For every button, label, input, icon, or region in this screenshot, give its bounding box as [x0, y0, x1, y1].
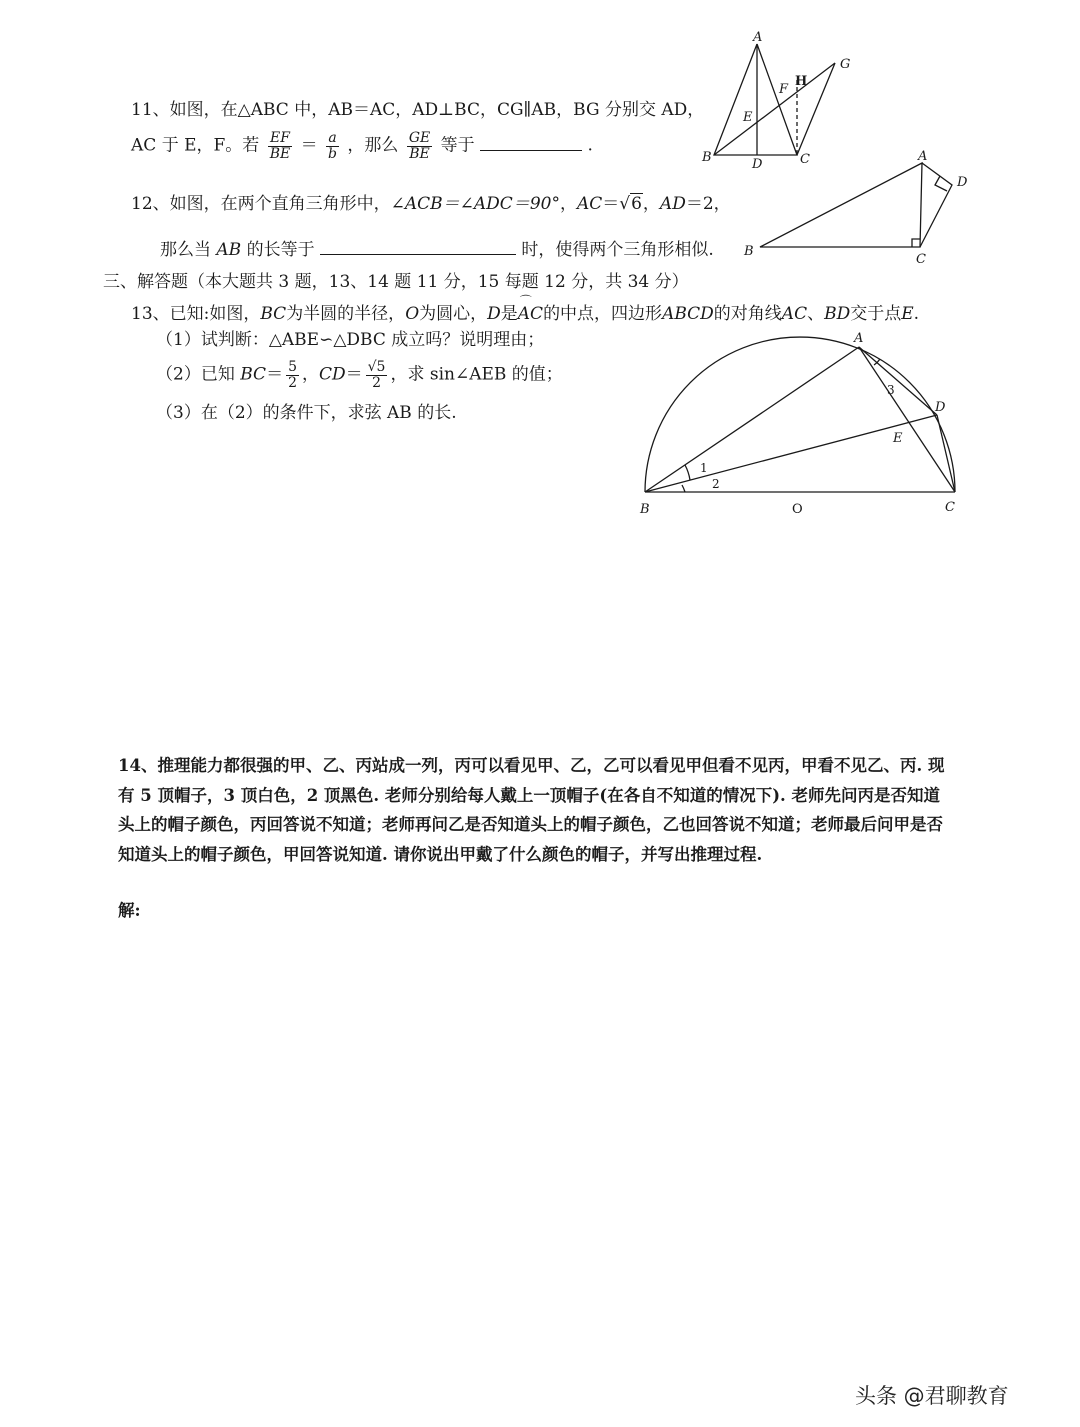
q12-line1: 12、如图，在两个直角三角形中，∠ACB＝∠ADC＝90°，AC＝√6，AD＝2， [131, 194, 731, 214]
q12-line2: 那么当 AB 的长等于 时，使得两个三角形相似. [160, 240, 714, 260]
fraction-ef-be: $\frac{EF}{BE}$ [269, 130, 291, 162]
label-angle1: 1 [700, 461, 708, 475]
q14-answer-label: 解: [118, 901, 141, 920]
figure-q12-right-triangles [740, 145, 975, 270]
arc-ac: ⌒ AC [518, 304, 543, 324]
label-B: B [640, 502, 650, 517]
q13-part2: （2）已知 BC＝ $\frac{5}{2}$ ，CD＝ $\frac{√5}{2}$ ，求 sin∠AEB 的值； [156, 359, 563, 391]
label-G: G [840, 57, 851, 72]
label-A: A [854, 331, 864, 346]
label-B: B [744, 244, 754, 259]
label-F: F [779, 82, 789, 97]
label-B: B [702, 150, 712, 165]
label-A: A [918, 149, 928, 164]
label-D: D [957, 175, 968, 190]
q11-line2: AC 于 E，F。若 $\frac{EF}{BE}$ ＝ $\frac{a}{b}$ ，那么 $\frac{GE}{BE}$ 等于 . [131, 130, 593, 162]
answer-blank-q11[interactable] [480, 149, 582, 151]
label-C: C [800, 152, 810, 167]
q11-line1: 11、如图，在△ABC 中，AB＝AC，AD⊥BC，CG∥AB，BG 分别交 AD， [131, 100, 705, 120]
label-D: D [935, 400, 946, 415]
fraction-5-2: $\frac{5}{2}$ [288, 359, 297, 391]
answer-blank-q12[interactable] [320, 253, 516, 255]
fraction-a-b: $\frac{a}{b}$ [328, 130, 337, 162]
label-A: A [753, 30, 763, 45]
label-D: D [752, 157, 763, 172]
section-title: 三、解答题（本大题共 3 题，13、14 题 11 分，15 每题 12 分，共 34 分） [103, 272, 689, 292]
label-angle2: 2 [712, 477, 720, 491]
watermark: 头条 @君聊教育 [855, 1384, 1009, 1408]
q13-part1: （1）试判断：△ABE∽△DBC 成立吗？说明理由； [156, 330, 545, 350]
label-angle3: 3 [887, 383, 895, 397]
q13-line1: 13、已知:如图，BC为半圆的半径，O为圆心，D是⌒ AC的中点，四边形ABCD的对角线AC、BD交于点E. [131, 304, 919, 324]
fraction-sqrt5-2: $\frac{√5}{2}$ [367, 359, 386, 391]
label-O: O [792, 502, 803, 517]
label-H: H [795, 74, 808, 89]
q14-text: 14、推理能力都很强的甲、乙、丙站成一列，丙可以看见甲、乙，乙可以看见甲但看不见丙，甲看不见乙、丙. 现有 5 顶帽子，3 顶白色，2 顶黑色. 老师分别给每人戴上一顶帽子(在各自不知道的情况下). 老师先问丙是否知道头上的帽子颜色，丙回答说不知道；老师再问乙是否知道头上的帽子颜色，乙也回答说不知道；老师最后问甲是否知道头上的帽子颜色，甲回答说知道. 请你说出甲戴了什么颜色的帽子，并写出推理过程. [118, 756, 945, 864]
figure-q13-semicircle [630, 325, 970, 525]
label-E: E [893, 431, 903, 446]
q13-part3: （3）在（2）的条件下，求弦 AB 的长. [156, 403, 457, 423]
label-C: C [945, 500, 955, 515]
fraction-ge-be: $\frac{GE}{BE}$ [408, 130, 431, 162]
label-E: E [743, 110, 753, 125]
label-C: C [916, 252, 926, 267]
